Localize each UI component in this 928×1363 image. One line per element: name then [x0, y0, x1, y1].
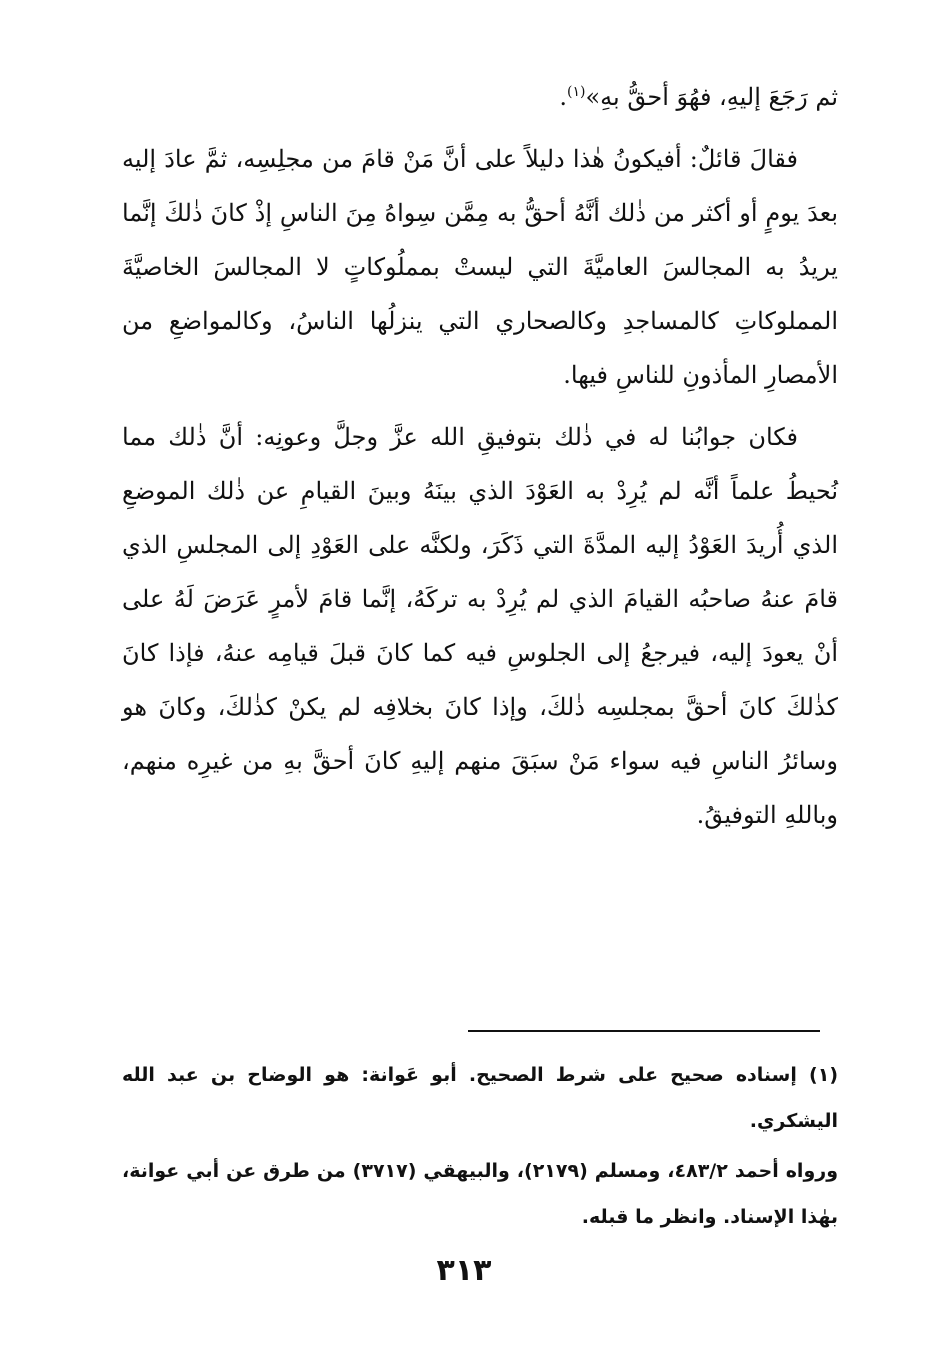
paragraph-1-end: .: [559, 83, 568, 111]
main-text: [122, 70, 838, 850]
footnote-1: (١) إسناده صحيح على شرط الصحيح. أبو عَوانة: هو الوضاح بن عبد الله اليشكري.: [122, 1064, 838, 1132]
footnote-divider: [468, 1030, 820, 1032]
paragraph-1-text: ثم رَجَعَ إليهِ، فهُوَ أحقُّ بهِ»: [585, 83, 838, 111]
footnote-2: ورواه أحمد ٤٨٣/٢، ومسلم (٢١٧٩)، والبيهقي (٣٧١٧) من طرق عن أبي عوانة، بهٰذا الإسناد. وانظر ما قبله.: [122, 1160, 839, 1228]
paragraph-3: فكان جوابُنا له في ذٰلك بتوفيقِ الله عزَّ وجلَّ وعونِه: أنَّ ذٰلك مما نُحيطُ علماً أنَّه لم يُرِدْ به العَوْدَ الذي بينَهُ وبينَ القيامِ عن ذٰلك الموضعِ الذي أُريدَ العَوْدُ إليه المدَّةَ التي ذَكَرَ، ولكنَّه على العَوْدِ إلى المجلسِ الذي قامَ عنهُ صاحبُه القيامَ الذي لم يُرِدْ به تركَهُ، إنَّما قامَ لأمرٍ عَرَضَ لَهُ على أنْ يعودَ إليه، فيرجعُ إلى الجلوسِ فيه كما كانَ قبلَ قيامِه عنهُ، فإذا كانَ كذٰلكَ كانَ أحقَّ بمجلسِه ذٰلكَ، وإذا كانَ بخلافِه لم يكنْ كذٰلكَ، وكانَ هو وسائرُ الناسِ فيه سواء مَنْ سبَقَ منهم إليهِ كانَ أحقَّ بهِ من غيرِه منهم، وباللهِ التوفيقُ.: [122, 423, 838, 829]
paragraph-2: فقالَ قائلٌ: أفيكونُ هٰذا دليلاً على أنَّ مَنْ قامَ من مجلِسِه، ثمَّ عادَ إليه بعدَ يومٍ أو أكثر من ذٰلك أنَّهُ أحقُّ به مِمَّن سِواهُ مِنَ الناسِ إذْ كانَ ذٰلكَ إنَّما يريدُ به المجالسَ العاميَّةَ التي ليستْ بمملُوكاتٍ لا المجالسَ الخاصيَّةَ المملوكاتِ كالمساجدِ وكالصحاري التي ينزلُها الناسُ، وكالمواضعِ من الأمصارِ المأذونِ للناسِ فيها.: [122, 145, 838, 389]
paragraph-1: [122, 70, 838, 124]
footnotes: [122, 1052, 838, 1244]
page-number: ٣١٣: [436, 1253, 492, 1288]
footnote-ref: (١): [567, 84, 586, 100]
